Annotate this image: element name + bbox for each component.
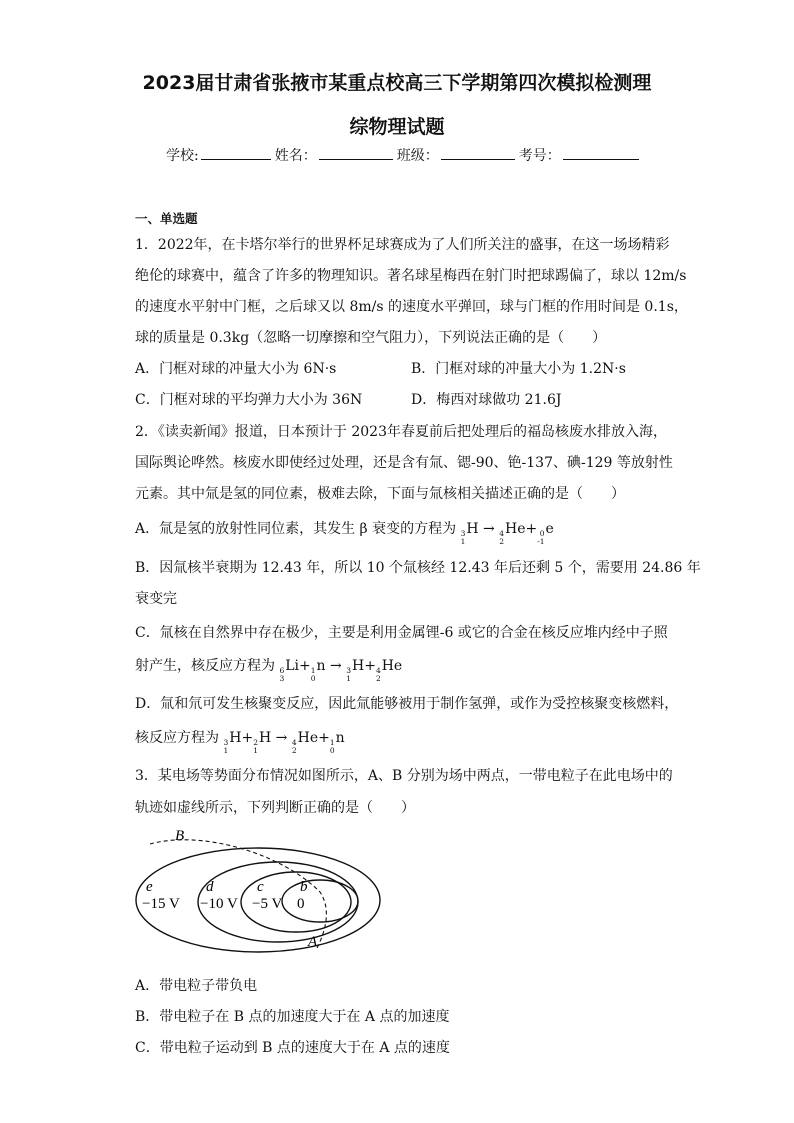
class-label: 班级： [396,148,439,164]
page-subtitle: 综物理试题 [349,116,445,138]
label-d: d [206,879,214,895]
equipotential-figure [130,822,390,962]
label-b: b [300,879,308,895]
label-e: e [146,879,153,895]
q1-option-a[interactable]: A．门框对球的冲量大小为 6N·s [135,361,337,377]
q2-option-a-text: A．氚是氢的放射性同位素，其发生 β 衰变的方程为 [135,521,457,537]
q2-option-c-cont: 射产生，核反应方程为 6 3 Li+ 1 0 n → 3 1 H+ 4 2 He [135,658,403,683]
q1-line: 的速度水平射中门框，之后球又以 8m/s 的速度水平弹回，球与门框的作用时间是 0.1s， [135,299,688,315]
q2-option-b-cont: 衰变完 [135,591,177,607]
school-label: 学校: [166,148,199,164]
q2-option-d-cont: 核反应方程为 3 1 H+ 2 1 H → 4 2 He+ 1 0 n [135,730,345,755]
id-label: 考号： [518,148,561,164]
q1-line: 1．2022年，在卡塔尔举行的世界杯足球赛成为了人们所关注的盛事，在这一场场精彩 [135,237,670,253]
q1-option-d[interactable]: D．梅西对球做功 21.6J [411,392,562,408]
q2-option-c[interactable]: C．氚核在自然界中存在极少，主要是利用金属锂-6 或它的合金在核反应堆内经中子照 [135,625,668,641]
q2-option-b[interactable]: B．因氚核半衰期为 12.43 年，所以 10 个氚核经 12.43 年后还剩 5 个，需要用 24.86 年 [135,560,701,576]
page-title: 2023届甘肃省张掖市某重点校高三下学期第四次模拟检测理 [142,72,652,94]
q2-line: 国际舆论哗然。核废水即使经过处理，还是含有氚、锶-90、铯-137、碘-129 等放射性 [135,455,673,471]
volt-c: −5 V [252,896,283,912]
point-b-label: B [175,828,185,844]
name-blank[interactable] [319,145,393,160]
section-heading: 一、单选题 [135,211,198,226]
school-blank[interactable] [201,145,271,160]
q2-option-a[interactable]: A．氚是氢的放射性同位素，其发生 β 衰变的方程为 3 1 H → 4 2 He+ 0 -1 e [135,521,554,546]
point-a-label: A [308,934,318,950]
id-blank[interactable] [563,145,639,160]
q3-option-c[interactable]: C．带电粒子运动到 B 点的速度大于在 A 点的速度 [135,1040,450,1056]
equipotential-b [282,880,358,922]
student-info-row [166,145,643,165]
q1-line: 球的质量是 0.3kg（忽略一切摩擦和空气阻力），下列说法正确的是（ ） [135,330,607,346]
class-blank[interactable] [441,145,515,160]
q2-line: 元素。其中氚是氢的同位素，极难去除，下面与氚核相关描述正确的是（ ） [135,486,625,502]
q1-option-b[interactable]: B．门框对球的冲量大小为 1.2N·s [411,361,626,377]
q2-line: 2．《读卖新闻》报道，日本预计于 2023年春夏前后把处理后的福岛核废水排放入海， [135,424,667,440]
q3-option-b[interactable]: B．带电粒子在 B 点的加速度大于在 A 点的加速度 [135,1009,450,1025]
label-c: c [257,879,264,895]
q3-line: 轨迹如虚线所示，下列判断正确的是（ ） [135,800,415,816]
volt-e: −15 V [142,896,180,912]
q2-option-d[interactable]: D．氚和氘可发生核聚变反应，因此氚能够被用于制作氢弹，或作为受控核聚变核燃料， [135,696,679,712]
volt-d: −10 V [200,896,238,912]
name-label: 姓名： [274,148,317,164]
q3-option-a[interactable]: A．带电粒子带负电 [135,978,258,994]
q1-option-c[interactable]: C．门框对球的平均弹力大小为 36N [135,392,363,408]
q1-line: 绝伦的球赛中，蕴含了许多的物理知识。著名球星梅西在射门时把球踢偏了，球以 12m/s [135,268,687,284]
volt-b: 0 [297,896,305,912]
q3-line: 3．某电场等势面分布情况如图所示，A、B 分别为场中两点，一带电粒子在此电场中的 [135,768,673,784]
